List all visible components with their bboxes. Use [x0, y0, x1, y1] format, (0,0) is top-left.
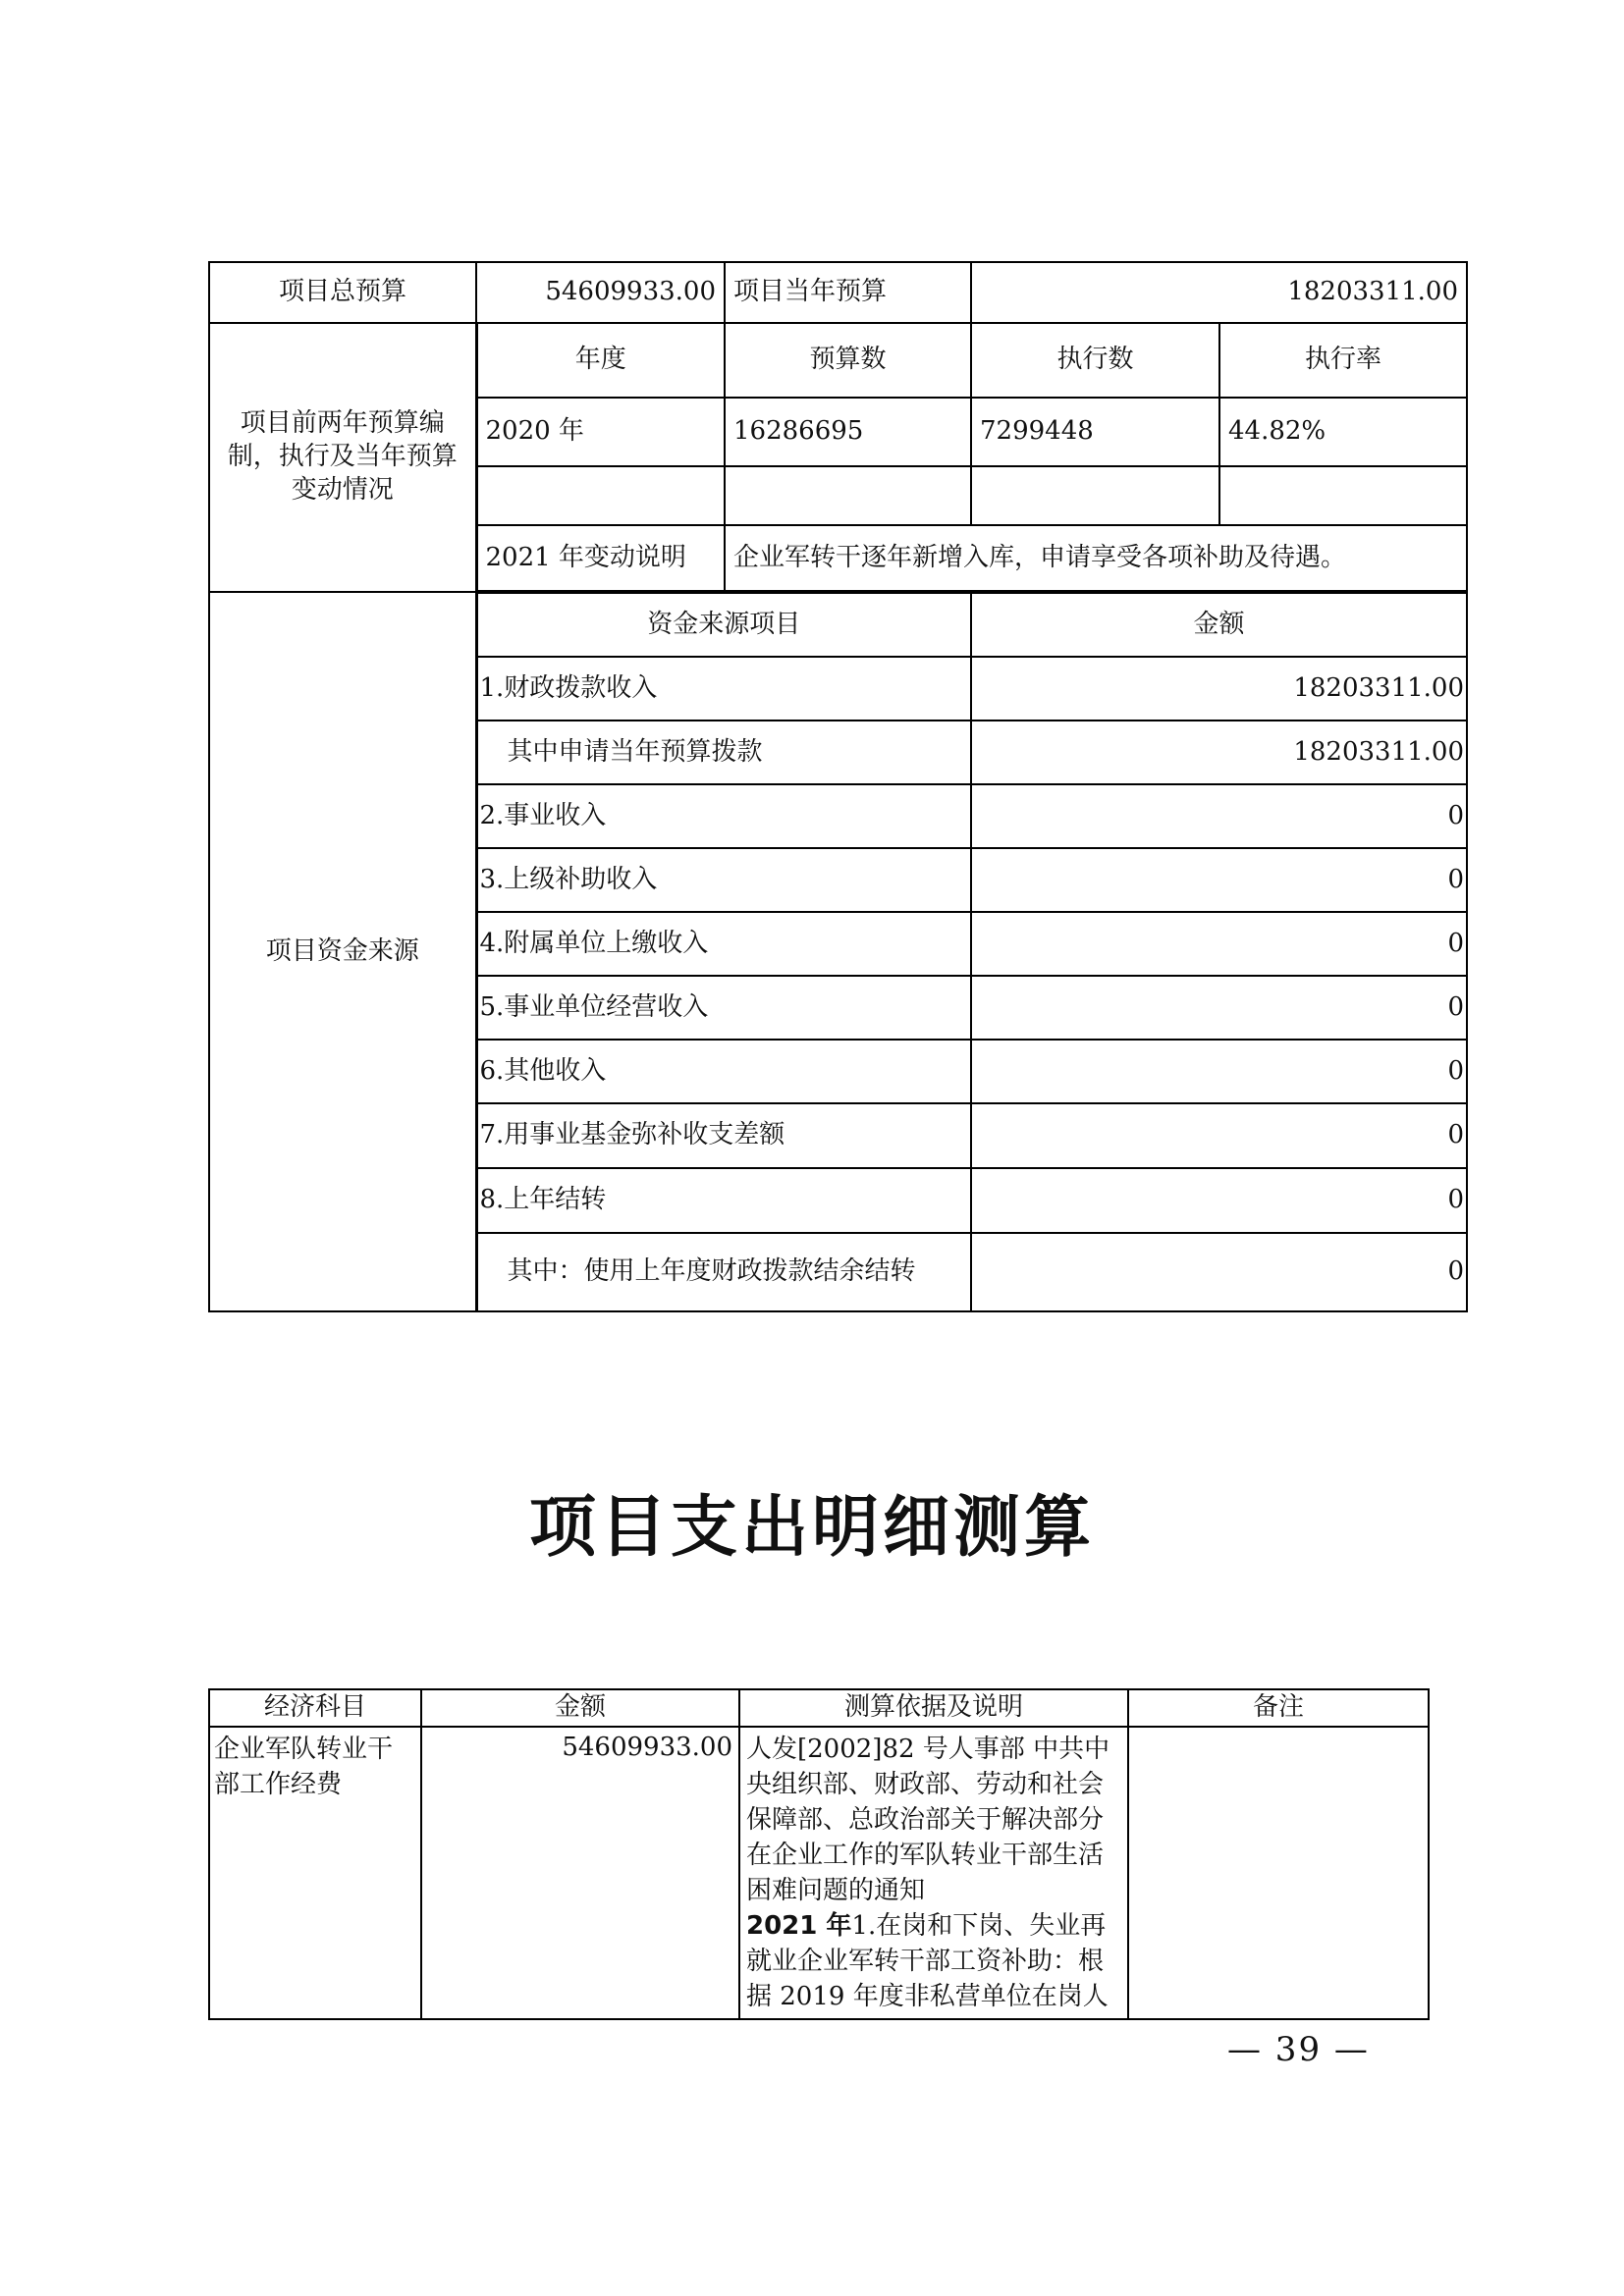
history-header-rate: 执行率: [1219, 323, 1467, 398]
detail-remark: [1128, 1727, 1429, 2019]
source-header-item: 资金来源项目: [476, 592, 971, 657]
history-header-year: 年度: [476, 323, 725, 398]
history-label: 项目前两年预算编制，执行及当年预算变动情况: [209, 323, 476, 592]
source-amount: 0: [971, 1168, 1467, 1233]
source-item: 5.事业单位经营收入: [476, 976, 971, 1040]
page-number: — 39 —: [1227, 2030, 1370, 2069]
source-amount: 0: [971, 848, 1467, 912]
detail-subject: 企业军队转业干部工作经费: [209, 1727, 421, 2019]
detail-header-remark: 备注: [1128, 1689, 1429, 1727]
detail-amount: 54609933.00: [421, 1727, 739, 2019]
budget-summary-table: [208, 261, 1468, 1312]
source-label: 项目资金来源: [209, 592, 476, 1311]
source-amount: 0: [971, 976, 1467, 1040]
total-budget-row: [209, 262, 1467, 323]
detail-basis: [739, 1727, 1128, 2019]
source-item: 其中：使用上年度财政拨款结余结转: [476, 1233, 971, 1311]
current-budget-label: 项目当年预算: [725, 262, 971, 323]
history-cell: 16286695: [725, 398, 971, 466]
detail-header-amount: 金额: [421, 1689, 739, 1727]
section-heading: 项目支出明细测算: [528, 1489, 1095, 1567]
current-budget-value: 18203311.00: [971, 262, 1467, 323]
source-item: 4.附属单位上缴收入: [476, 912, 971, 976]
source-item: 7.用事业基金弥补收支差额: [476, 1103, 971, 1168]
source-amount: 0: [971, 1040, 1467, 1103]
source-item: 6.其他收入: [476, 1040, 971, 1103]
source-amount: 18203311.00: [971, 721, 1467, 784]
source-amount: 0: [971, 912, 1467, 976]
history-header-budget: 预算数: [725, 323, 971, 398]
source-item: 8.上年结转: [476, 1168, 971, 1233]
history-cell: [725, 466, 971, 525]
source-header-row: [209, 592, 1467, 657]
history-cell: 2020 年: [476, 398, 725, 466]
detail-header-row: [209, 1689, 1429, 1727]
history-cell: 7299448: [971, 398, 1219, 466]
basis-text-continued: 1.在岗和下岗、失业再就业企业军转干部工资补助：根据 2019 年度非私营单位在岗人: [746, 1911, 1109, 2011]
source-header-amount: 金额: [971, 592, 1467, 657]
total-budget-label: 项目总预算: [209, 262, 476, 323]
detail-header-subject: 经济科目: [209, 1689, 421, 1727]
source-amount: 0: [971, 1233, 1467, 1311]
source-amount: 18203311.00: [971, 657, 1467, 721]
history-cell: 44.82%: [1219, 398, 1467, 466]
source-item: 其中申请当年预算拨款: [476, 721, 971, 784]
change-note-text: 企业军转干逐年新增入库，申请享受各项补助及待遇。: [725, 525, 1467, 592]
source-item: 2.事业收入: [476, 784, 971, 848]
detail-row: [209, 1727, 1429, 2019]
history-cell: [971, 466, 1219, 525]
total-budget-value: 54609933.00: [476, 262, 725, 323]
history-header-row: [209, 323, 1467, 398]
change-note-label: 2021 年变动说明: [476, 525, 725, 592]
expense-detail-table: [208, 1688, 1430, 2020]
source-amount: 0: [971, 784, 1467, 848]
source-amount: 0: [971, 1103, 1467, 1168]
history-cell: [476, 466, 725, 525]
basis-text: 人发[2002]82 号人事部 中共中央组织部、财政部、劳动和社会保障部、总政治部关于解决部分在企业工作的军队转业干部生活困难问题的通知: [746, 1735, 1110, 1905]
history-header-executed: 执行数: [971, 323, 1219, 398]
detail-header-basis: 测算依据及说明: [739, 1689, 1128, 1727]
basis-year: 2021 年: [746, 1911, 852, 1941]
source-item: 3.上级补助收入: [476, 848, 971, 912]
source-item: 1.财政拨款收入: [476, 657, 971, 721]
history-cell: [1219, 466, 1467, 525]
